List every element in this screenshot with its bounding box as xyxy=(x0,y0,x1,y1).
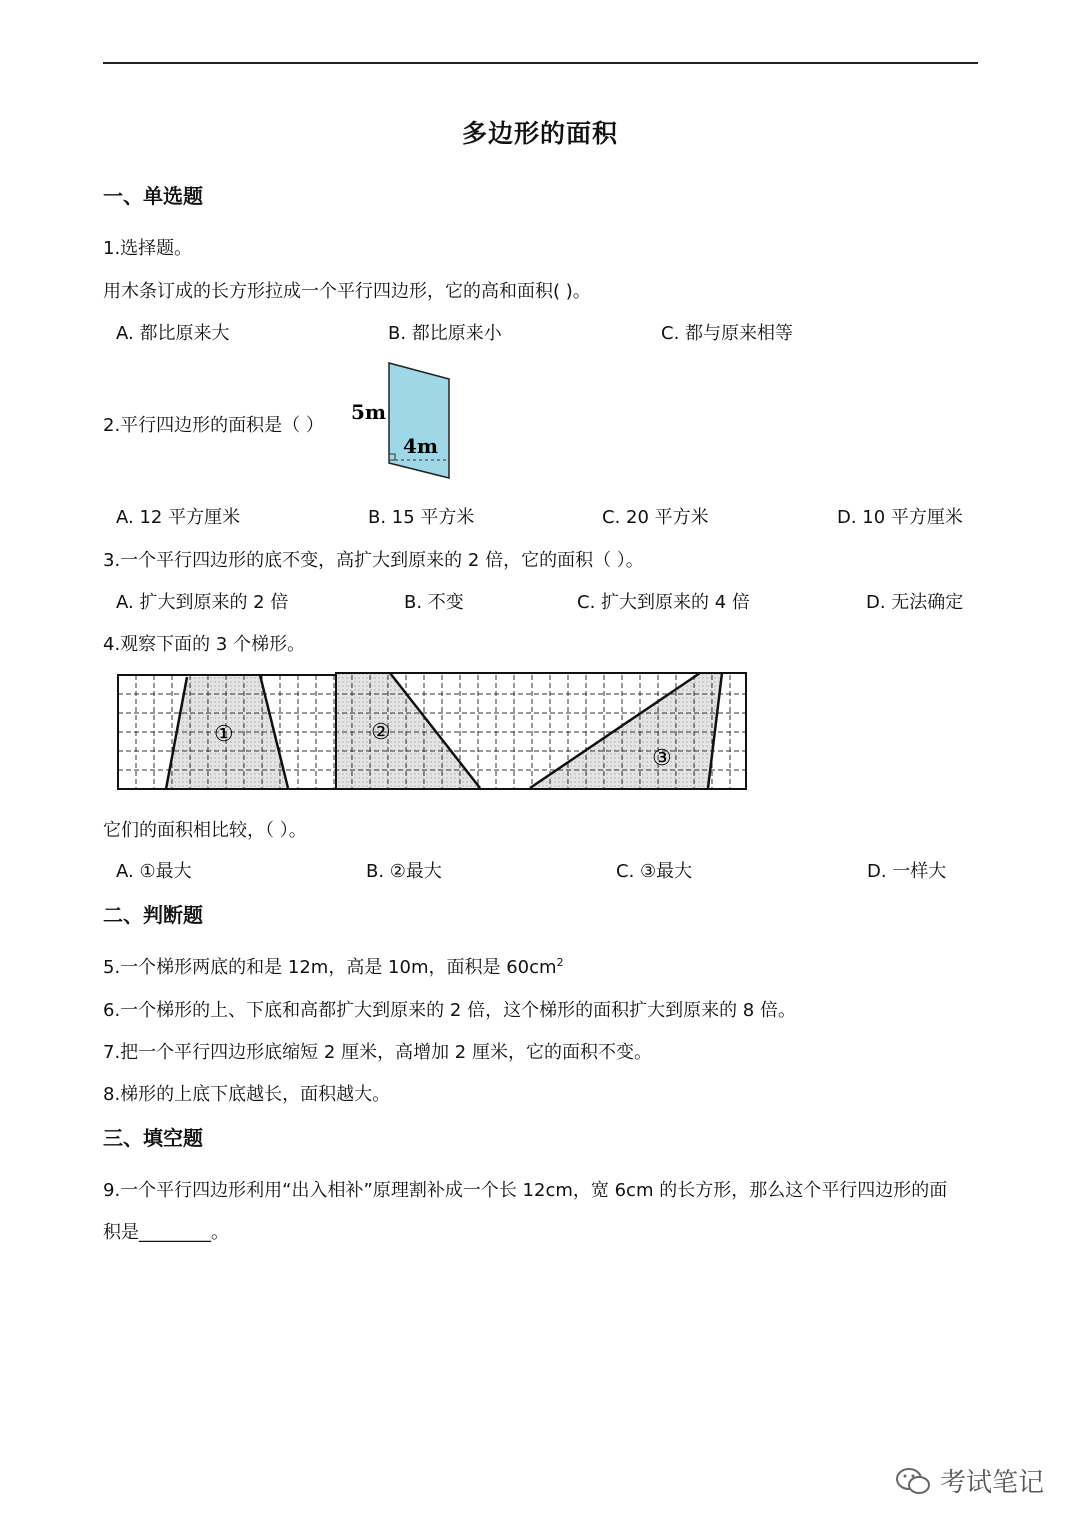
q4-option-d[interactable]: D. 一样大 xyxy=(867,861,947,882)
q1-option-b[interactable]: B. 都比原来小 xyxy=(388,323,502,344)
q3-option-c[interactable]: C. 扩大到原来的 4 倍 xyxy=(577,592,750,613)
page-title: 多边形的面积 xyxy=(461,119,618,148)
q4-option-a[interactable]: A. ①最大 xyxy=(116,861,192,882)
label-2: ② xyxy=(371,720,391,745)
trapezoid-3 xyxy=(530,673,722,788)
header-rule xyxy=(103,62,978,64)
watermark-text: 考试笔记 xyxy=(939,1468,1044,1498)
parallelogram-shape xyxy=(389,363,449,478)
label-1: ① xyxy=(214,722,234,747)
q1-option-c[interactable]: C. 都与原来相等 xyxy=(661,323,794,344)
q4-question: 它们的面积相比较，（ ）。 xyxy=(103,820,307,841)
section-heading-single-choice: 一、单选题 xyxy=(103,184,203,208)
q3-option-a[interactable]: A. 扩大到原来的 2 倍 xyxy=(116,592,289,613)
q6-stem: 6.一个梯形的上、下底和高都扩大到原来的 2 倍，这个梯形的面积扩大到原来的 8 倍。 xyxy=(103,1000,796,1021)
q7-stem: 7.把一个平行四边形底缩短 2 厘米，高增加 2 厘米，它的面积不变。 xyxy=(103,1042,652,1063)
side-label: 5m xyxy=(351,400,387,424)
q3-option-b[interactable]: B. 不变 xyxy=(404,592,464,613)
q4-option-c[interactable]: C. ③最大 xyxy=(616,861,693,882)
q3-stem: 3.一个平行四边形的底不变，高扩大到原来的 2 倍，它的面积（ ）。 xyxy=(103,550,644,571)
q4-stem: 4.观察下面的 3 个梯形。 xyxy=(103,634,306,655)
q3-option-d[interactable]: D. 无法确定 xyxy=(866,592,964,613)
trapezoid-grid-figure xyxy=(110,665,755,800)
q1-option-a[interactable]: A. 都比原来大 xyxy=(116,323,230,344)
q2-option-b[interactable]: B. 15 平方米 xyxy=(368,507,475,528)
q1-number: 1.选择题。 xyxy=(103,238,193,259)
q2-option-c[interactable]: C. 20 平方米 xyxy=(602,507,709,528)
section-heading-fill-blank: 三、填空题 xyxy=(103,1126,203,1150)
q4-option-b[interactable]: B. ②最大 xyxy=(366,861,442,882)
q2-option-a[interactable]: A. 12 平方厘米 xyxy=(116,507,241,528)
parallelogram-figure xyxy=(345,355,460,485)
q2-option-d[interactable]: D. 10 平方厘米 xyxy=(837,507,963,528)
q2-stem: 2.平行四边形的面积是（ ） xyxy=(103,415,324,436)
q1-stem: 用木条订成的长方形拉成一个平行四边形，它的高和面积( )。 xyxy=(103,281,591,302)
label-3: ③ xyxy=(652,746,672,771)
wechat-icon xyxy=(895,1466,933,1496)
q5-stem: 5.一个梯形两底的和是 12m，高是 10m，面积是 $60cm^2$ xyxy=(103,956,564,978)
q9-line1: 9.一个平行四边形利用“出入相补”原理割补成一个长 12cm，宽 6cm 的长方形，那么这个平行四边形的面 xyxy=(103,1180,948,1201)
section-heading-true-false: 二、判断题 xyxy=(103,903,203,927)
trapezoid-2 xyxy=(336,673,480,788)
q9-line2: 积是________。 xyxy=(103,1222,229,1243)
base-label: 4m xyxy=(403,434,439,458)
q8-stem: 8.梯形的上底下底越长，面积越大。 xyxy=(103,1084,391,1105)
